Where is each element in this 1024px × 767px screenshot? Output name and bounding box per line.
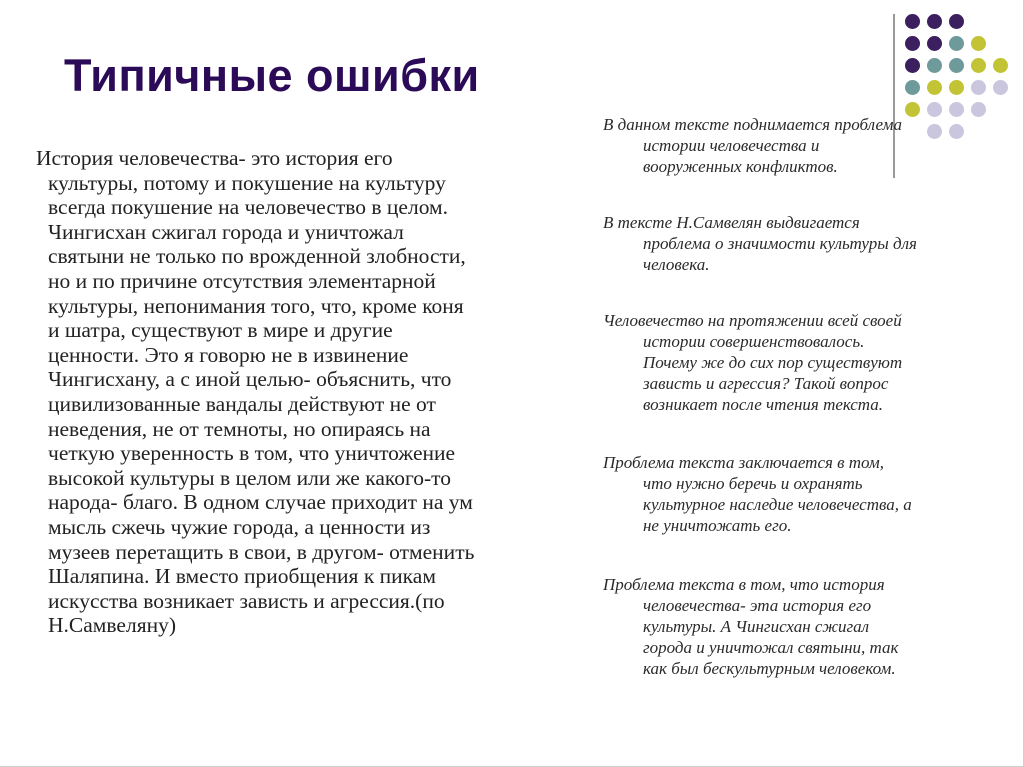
error-example-line: Проблема текста в том, что история — [603, 575, 885, 594]
source-text-line: четкую уверенность в том, что уничтожение — [48, 441, 456, 466]
source-text-line: высокой культуры в целом или же какого-то — [48, 465, 452, 490]
source-text-line: музеев перетащить в свои, в другом- отменить — [48, 539, 475, 564]
decorative-dot — [927, 58, 942, 73]
slide-title: Типичные ошибки — [64, 50, 480, 101]
decorative-dot — [971, 80, 986, 95]
error-example-line: человека. — [643, 255, 710, 274]
error-example — [603, 574, 1013, 679]
decorative-dot — [905, 80, 920, 95]
decorative-dot — [927, 14, 942, 29]
error-example-line: как был бескультурным человеком. — [643, 659, 896, 678]
error-example-line: не уничтожать его. — [643, 516, 792, 535]
error-example — [603, 452, 1013, 536]
source-text — [30, 146, 570, 638]
source-text-line: История человечества- это история его — [36, 146, 393, 170]
source-text-line: Чингисхану, а с иной целью- объяснить, что — [48, 367, 452, 392]
error-example-line: зависть и агрессия? Такой вопрос — [643, 374, 889, 393]
error-example-line: что нужно беречь и охранять — [643, 474, 863, 493]
source-text-line: Чингисхан сжигал города и уничтожал — [48, 219, 404, 244]
error-example — [603, 212, 1013, 275]
error-example-line: проблема о значимости культуры для — [643, 234, 917, 253]
decorative-dot — [949, 14, 964, 29]
source-text-line: культуры, потому и покушение на культуру — [48, 170, 446, 195]
error-example-line: Почему же до сих пор существуют — [643, 353, 903, 372]
source-text-line: ценности. Это я говорю не в извинение — [48, 342, 409, 367]
source-text-line: святыни не только по врожденной злобности, — [48, 244, 466, 269]
decorative-dot — [905, 36, 920, 51]
source-text-line: всегда покушение на человечество в целом. — [48, 195, 449, 220]
source-text-line: Шаляпина. И вместо приобщения к пикам — [48, 564, 436, 589]
error-example-line: человечества- эта история его — [643, 596, 872, 615]
source-text-line: Н.Самвеляну) — [48, 613, 176, 638]
decorative-dot — [905, 58, 920, 73]
decorative-dot — [949, 80, 964, 95]
error-example-line: вооруженных конфликтов. — [643, 157, 838, 176]
decorative-dot — [993, 58, 1008, 73]
source-text-line: мысль сжечь чужие города, а ценности из — [48, 514, 431, 539]
decorative-dot — [927, 80, 942, 95]
source-text-line: народа- благо. В одном случае приходит на ум — [48, 490, 473, 515]
error-example — [603, 310, 1013, 415]
decorative-dot — [971, 36, 986, 51]
error-example-line: В данном тексте поднимается проблема — [603, 115, 902, 134]
decorative-dot — [949, 58, 964, 73]
error-example-line: культурное наследие человечества, а — [643, 495, 912, 514]
source-text-line: культуры, непонимания того, что, кроме коня — [48, 293, 464, 318]
decorative-dot — [905, 14, 920, 29]
source-text-line: неведения, не от темноты, но опираясь на — [48, 416, 431, 441]
source-text-line: цивилизованные вандалы действуют не от — [48, 391, 436, 416]
source-text-line: но и по причине отсутствия элементарной — [48, 268, 436, 293]
error-example-line: истории человечества и — [643, 136, 820, 155]
error-example-line: культуры. А Чингисхан сжигал — [643, 617, 870, 636]
source-text-line: искусства возникает зависть и агрессия.(по — [48, 588, 445, 613]
error-example-line: города и уничтожал святыни, так — [643, 638, 899, 657]
decorative-dot — [993, 80, 1008, 95]
error-example-line: истории совершенствовалось. — [643, 332, 865, 351]
decorative-dot — [971, 58, 986, 73]
error-example-line: Проблема текста заключается в том, — [603, 453, 885, 472]
error-example-line: возникает после чтения текста. — [643, 395, 883, 414]
decorative-dot — [927, 36, 942, 51]
error-example-line: Человечество на протяжении всей своей — [603, 311, 902, 330]
error-example — [603, 114, 1013, 177]
error-example-line: В тексте Н.Самвелян выдвигается — [603, 213, 860, 232]
decorative-dot — [949, 36, 964, 51]
source-text-line: и шатра, существуют в мире и другие — [48, 318, 393, 343]
